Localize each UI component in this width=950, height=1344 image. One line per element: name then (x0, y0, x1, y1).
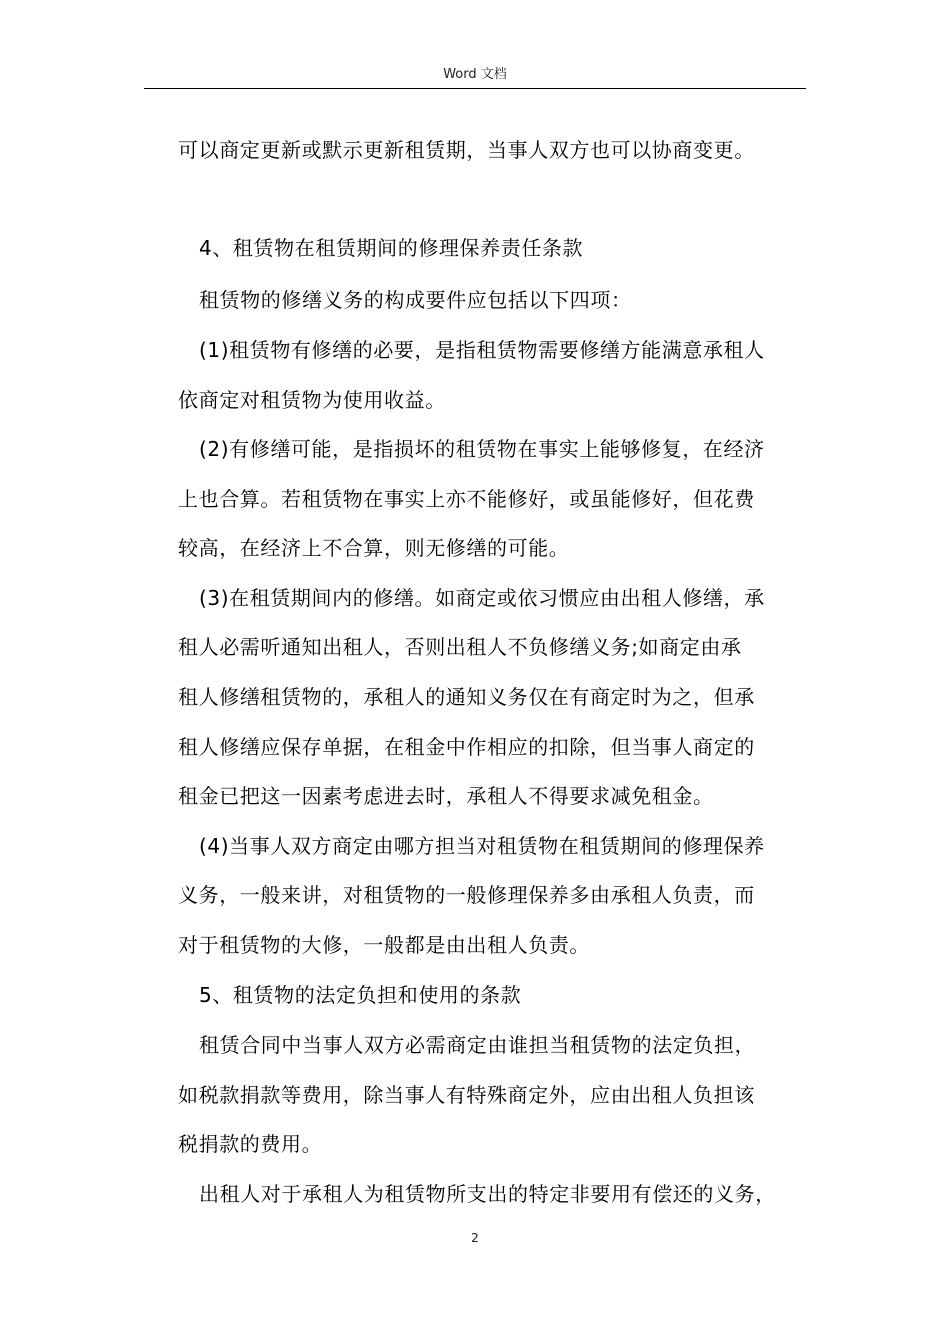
paragraph-line: 税捐款的费用。 (178, 1132, 323, 1156)
list-item-1-line: (1)租赁物有修缮的必要，是指租赁物需要修缮方能满意承租人 (199, 338, 765, 362)
list-item-2-line: 较高，在经济上不合算，则无修缮的可能。 (178, 536, 570, 560)
list-item-2-line: (2)有修缮可能，是指损坏的租赁物在事实上能够修复，在经济 (199, 437, 765, 461)
text-line: 可以商定更新或默示更新租赁期，当事人双方也可以协商变更。 (178, 138, 755, 162)
header-title: Word 文档 (443, 67, 507, 82)
page-number: 2 (471, 1231, 479, 1245)
section-heading: 4、租赁物在租赁期间的修理保养责任条款 (199, 236, 584, 260)
list-item-1-line: 依商定对租赁物为使用收益。 (178, 388, 446, 412)
list-item-2-line: 上也合算。若租赁物在事实上亦不能修好，或虽能修好，但花费 (178, 487, 755, 511)
page-header (144, 62, 806, 89)
list-item-4-line: 对于租赁物的大修，一般都是由出租人负责。 (178, 933, 590, 957)
list-item-3-line: 租人修缮租赁物的，承租人的通知义务仅在有商定时为之，但承 (178, 685, 755, 709)
paragraph-line: 租赁合同中当事人双方必需商定由谁担当租赁物的法定负担， (199, 1033, 756, 1057)
list-item-3-line: 租人修缮应保存单据，在租金中作相应的扣除，但当事人商定的 (178, 735, 755, 759)
list-item-3-line: 租人必需听通知出租人，否则出租人不负修缮义务;如商定由承 (178, 635, 742, 659)
list-item-4-line: (4)当事人双方商定由哪方担当对租赁物在租赁期间的修理保养 (199, 834, 765, 858)
paragraph-line: 租赁物的修缮义务的构成要件应包括以下四项： (199, 288, 632, 312)
section-heading: 5、租赁物的法定负担和使用的条款 (199, 983, 522, 1007)
paragraph-line: 出租人对于承租人为租赁物所支出的特定非要用有偿还的义务， (199, 1182, 776, 1206)
list-item-4-line: 义务，一般来讲，对租赁物的一般修理保养多由承租人负责，而 (178, 883, 755, 907)
list-item-3-line: (3)在租赁期间内的修缮。如商定或依习惯应由出租人修缮，承 (199, 586, 765, 610)
paragraph-line: 如税款捐款等费用，除当事人有特殊商定外，应由出租人负担该 (178, 1083, 755, 1107)
list-item-3-line: 租金已把这一因素考虑进去时，承租人不得要求减免租金。 (178, 784, 714, 808)
